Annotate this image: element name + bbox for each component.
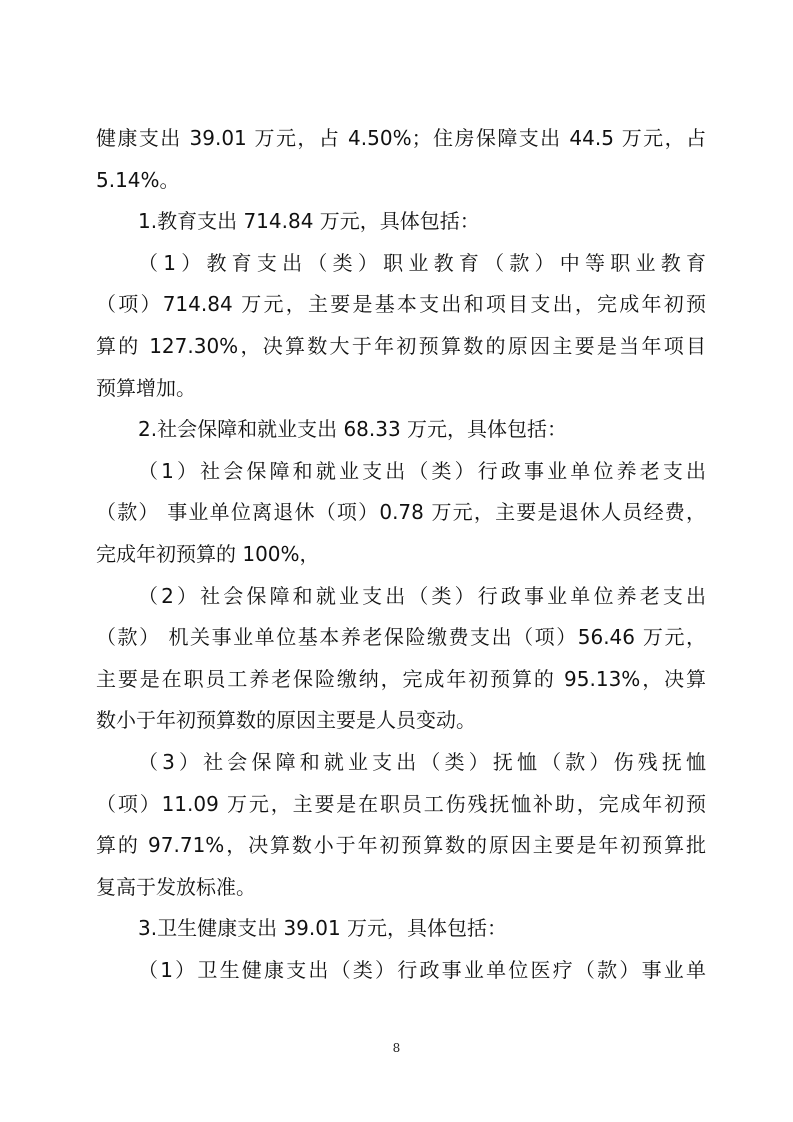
text-line: 2.社会保障和就业支出 68.33 万元，具体包括： xyxy=(138,417,568,442)
text-line: （款） 机关事业单位基本养老保险缴费支出（项）56.46 万元， xyxy=(96,625,706,650)
text-line: 算的 97.71%，决算数小于年初预算数的原因主要是年初预算批 xyxy=(96,833,706,858)
text-line: 算的 127.30%，决算数大于年初预算数的原因主要是当年项目 xyxy=(96,333,706,358)
page-number: 8 xyxy=(392,1041,401,1055)
text-line: （1）教育支出（类）职业教育（款）中等职业教育 xyxy=(138,250,706,275)
text-line: 主要是在职员工养老保险缴纳，完成年初预算的 95.13%，决算 xyxy=(96,666,706,691)
text-line: （项）714.84 万元，主要是基本支出和项目支出，完成年初预 xyxy=(96,292,706,317)
text-line: 完成年初预算的 100%， xyxy=(96,541,320,566)
text-line: （项）11.09 万元，主要是在职员工伤残抚恤补助，完成年初预 xyxy=(96,791,706,816)
text-line: 数小于年初预算数的原因主要是人员变动。 xyxy=(96,708,476,733)
text-line: （1）卫生健康支出（类）行政事业单位医疗（款）事业单 xyxy=(138,957,706,982)
text-line: 5.14%。 xyxy=(96,167,180,192)
text-line: （3）社会保障和就业支出（类）抚恤（款）伤残抚恤 xyxy=(138,749,706,774)
body-text xyxy=(96,118,706,991)
text-line: 预算增加。 xyxy=(96,375,196,400)
text-line: 3.卫生健康支出 39.01 万元，具体包括： xyxy=(138,916,508,941)
text-line: 1.教育支出 714.84 万元，具体包括： xyxy=(138,209,480,234)
text-line: （款） 事业单位离退休（项）0.78 万元，主要是退休人员经费， xyxy=(96,500,706,525)
text-line: 复高于发放标准。 xyxy=(96,874,256,899)
text-line: 健康支出 39.01 万元，占 4.50%；住房保障支出 44.5 万元，占 xyxy=(96,126,706,150)
text-line: （2）社会保障和就业支出（类）行政事业单位养老支出 xyxy=(138,583,706,608)
text-line: （1）社会保障和就业支出（类）行政事业单位养老支出 xyxy=(138,458,706,483)
